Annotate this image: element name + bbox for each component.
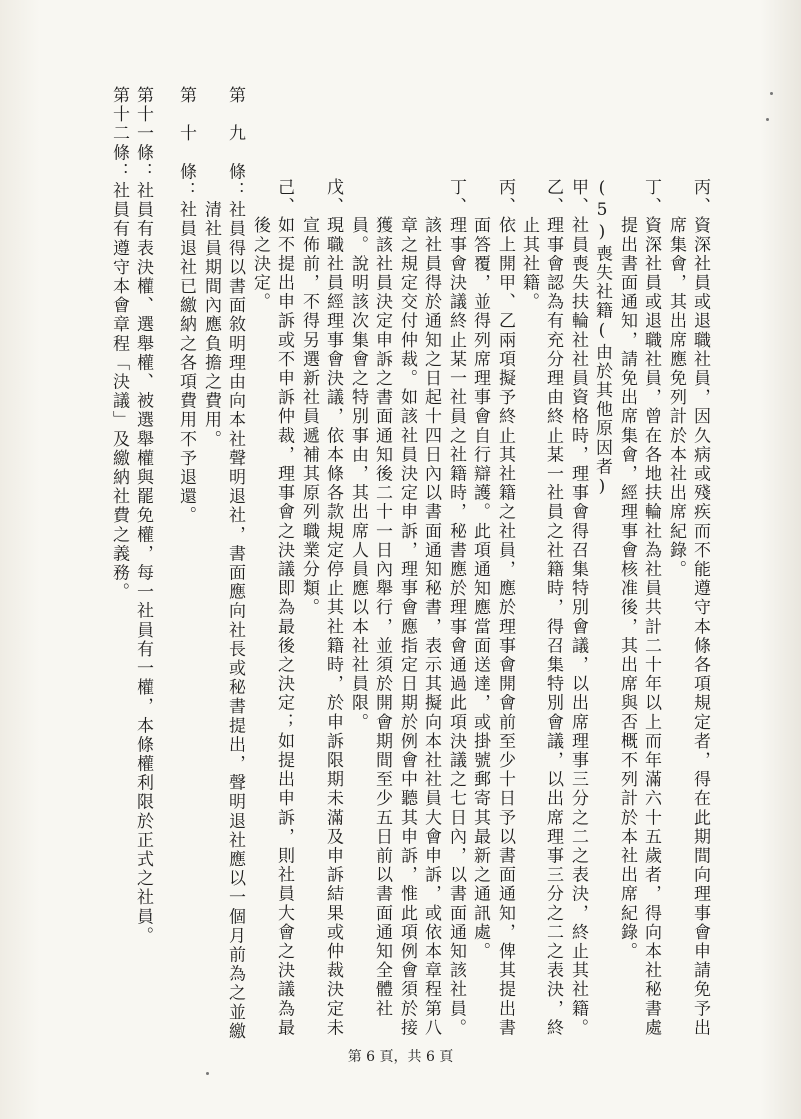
text-column: 己、如不提出申訴或不申訴仲裁，理事會之決議即為最後之決定；如提出申訴，則社員大會之決議為最 (274, 178, 294, 1038)
text-column: 提出書面通知，請免出席集會，經理事會核准後，其出席與否概不列計於本社出席紀錄。 (617, 178, 637, 962)
text-column: 第 九 條：社員得以書面敘明理由向本社聲明退社，書面應向社長或秘書提出，聲明退社應以一個月前為之並繳 (225, 86, 245, 1041)
text-column: 第十二條：社員有遵守本會章程「決議」及繳納社費之義務。 (109, 86, 129, 602)
text-column: 清社員期間內應負擔之費用。 (201, 86, 221, 449)
text-column: 第十一條：社員有表決權、選舉權、被選舉權與罷免權，每一社員有一權，本條權利限於正式之社員。 (133, 86, 153, 946)
page-footer: 第 6 頁，共 6 頁 (347, 1049, 454, 1065)
text-column: 止其社籍。 (519, 178, 539, 312)
text-column: 宣佈前，不得另選新社員遞補其原列職業分類。 (299, 178, 319, 618)
text-column: 章之規定交付仲裁。如該社員決定申訴，理事會應指定日期於例會中聽其申訴，惟此項例會須於接 (397, 178, 417, 1038)
text-column: 乙、理事會認為有充分理由終止某一社員之社籍時，得召集特別會議，以出席理事三分之二之表決，終 (543, 178, 563, 1038)
text-column: 丁、資深社員或退職社員，曾在各地扶輪社為社員共計二十年以上而年滿六十五歲者，得向本社秘書處 (641, 178, 661, 1038)
text-column: 後之決定。 (250, 178, 270, 312)
text-column: 席集會，其出席應免列計於本社出席紀錄。 (666, 178, 686, 580)
text-column: 員。說明該次集會之特別事由，其出席人員應以本社社員限。 (348, 178, 368, 732)
text-column: 丁、理事會決議終止某一社員之社籍時，秘書應於理事會通過此項決議之七日內，以書面通知該社員。 (446, 178, 466, 1038)
text-column: 第 十 條：社員退社已繳納之各項費用不予退還。 (176, 86, 196, 526)
scan-speck (206, 1072, 209, 1075)
text-column: 甲、社員喪失扶輪社社員資格時，理事會得召集特別會議，以出席理事三分之二之表決，終止其社籍。 (568, 178, 588, 1038)
text-column: 獲該社員決定申訴之書面通知後二十一日內舉行，並須於開會期間至少五日前以書面通知全體社 (372, 178, 392, 1019)
text-column: 該社員得於通知之日起十四日內以書面通知秘書，表示其擬向本社社員大會申訴，或依本章程第八 (421, 178, 441, 1038)
scan-speck (766, 118, 769, 121)
text-column: 丙、資深社員或退職社員，因久病或殘疾而不能遵守本條各項規定者，得在此期間向理事會申請免予出 (690, 178, 710, 1038)
text-column: 丙、依上開甲、乙兩項擬予終止其社籍之社員，應於理事會開會前至少十日予以書面通知，俾其提出書 (495, 178, 515, 1038)
scan-speck (770, 92, 773, 95)
text-column: (5)喪失社籍(由於其他原因者) (592, 178, 612, 499)
text-column: 戊、現職社員經理事會決議，依本條各款規定停止其社籍時，於申訴限期未滿及申訴結果或仲裁決定未 (323, 178, 343, 1038)
text-column: 面答覆，並得列席理事會自行辯護。此項通知應當面送達，或掛號郵寄其最新之通訊處。 (470, 178, 490, 962)
